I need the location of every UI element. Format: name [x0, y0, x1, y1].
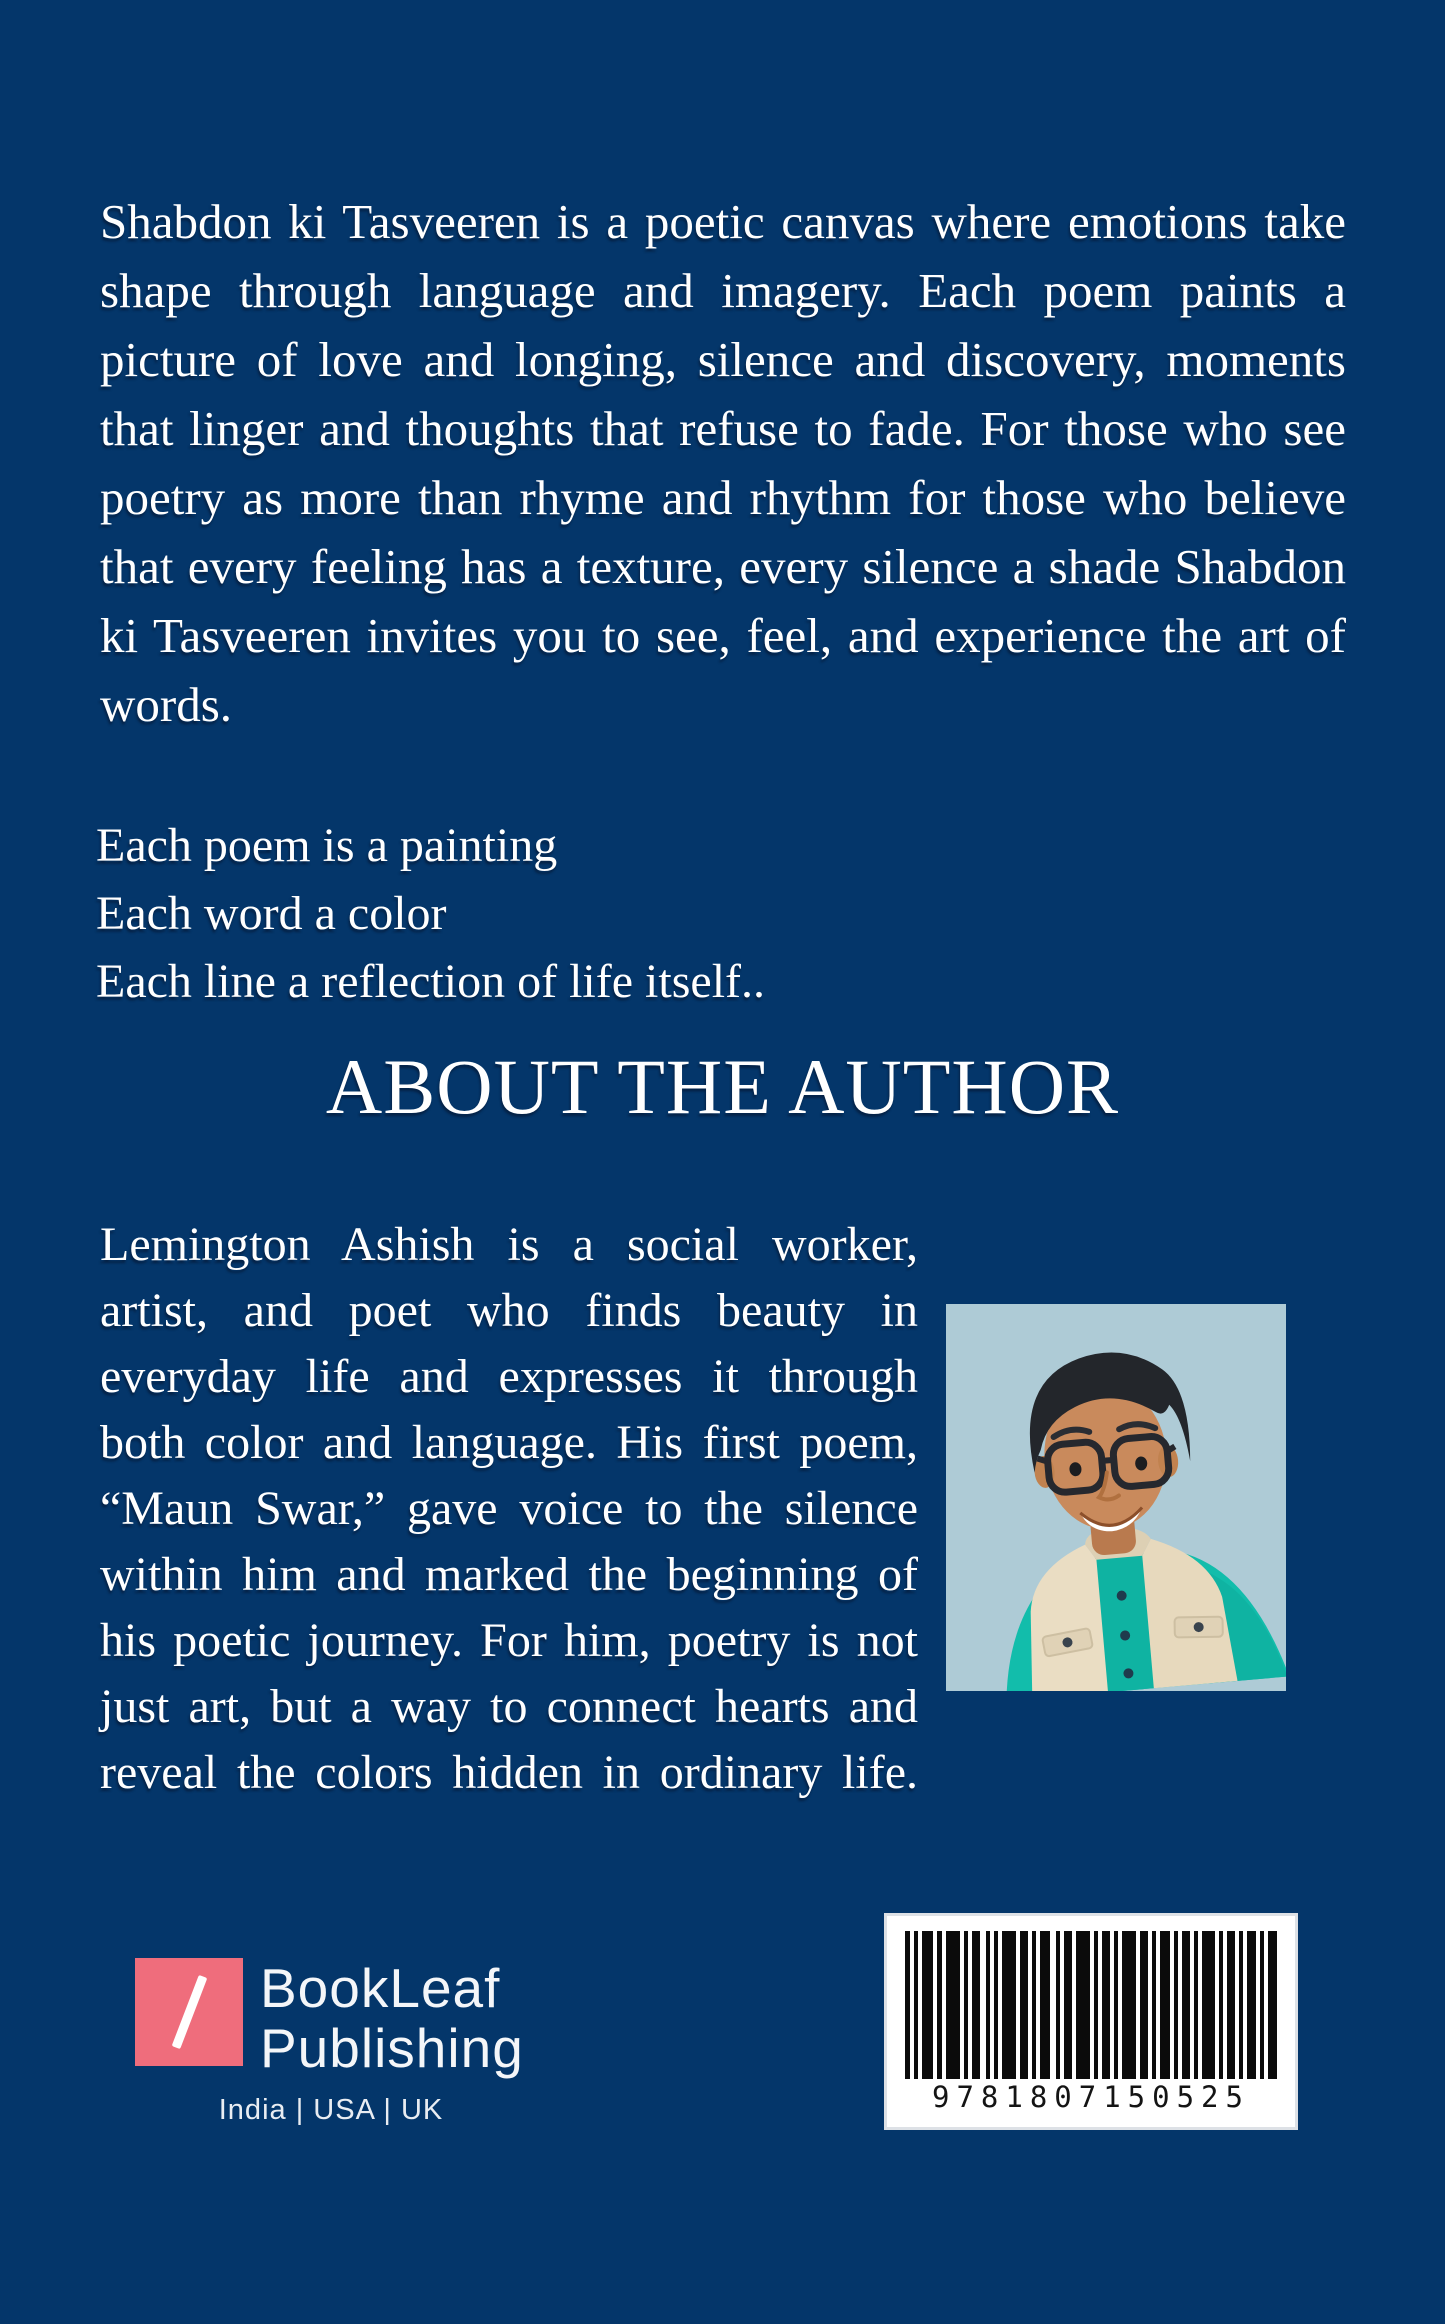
publisher-name-line2: Publishing: [260, 2017, 524, 2079]
barcode: [884, 1913, 1298, 2130]
publisher-logo: [135, 1958, 527, 2078]
barcode-bars-image: [905, 1931, 1277, 2079]
publisher-name: [260, 1958, 524, 2078]
poem-line: Each word a color: [96, 887, 447, 940]
author-photo: [946, 1304, 1286, 1691]
author-portrait-illustration: [946, 1304, 1286, 1691]
author-bio-paragraph: Lemington Ashish is a social worker, artist, and poet who finds beauty in everyday life and expresses it through both color and language. His first poem, “Maun Swar,” gave voice to the silence within him and marked the beginning of his poetic journey. For him, poetry is not just art, but a way to connect hearts and reveal the colors hidden in ordinary life.: [100, 1218, 918, 1799]
about-author-section: [100, 1212, 1346, 1806]
about-author-heading: ABOUT THE AUTHOR: [325, 1043, 1120, 1130]
poem-line: Each poem is a painting: [96, 819, 558, 872]
slash-icon: [171, 1975, 207, 2049]
publisher-regions: India | USA | UK: [218, 2094, 444, 2126]
publisher-logo-square: [135, 1958, 243, 2066]
publisher-block: [135, 1958, 527, 2127]
barcode-digits: 9781807150525: [932, 2080, 1250, 2114]
poem-line: Each line a reflection of life itself..: [96, 955, 766, 1008]
synopsis-paragraph: Shabdon ki Tasveeren is a poetic canvas where emotions take shape through language and imagery. Each poem paints a picture of love and longing, silence and discovery, moments that linger and thoughts that refuse to fade. For those who see poetry as more than rhyme and rhythm for those who believe that every feeling has a texture, every silence a shade Shabdon ki Tasveeren invites you to see, feel, and experience the art of words.: [100, 194, 1346, 732]
publisher-name-line1: BookLeaf: [260, 1957, 501, 2019]
poem-excerpt: [96, 812, 765, 1016]
